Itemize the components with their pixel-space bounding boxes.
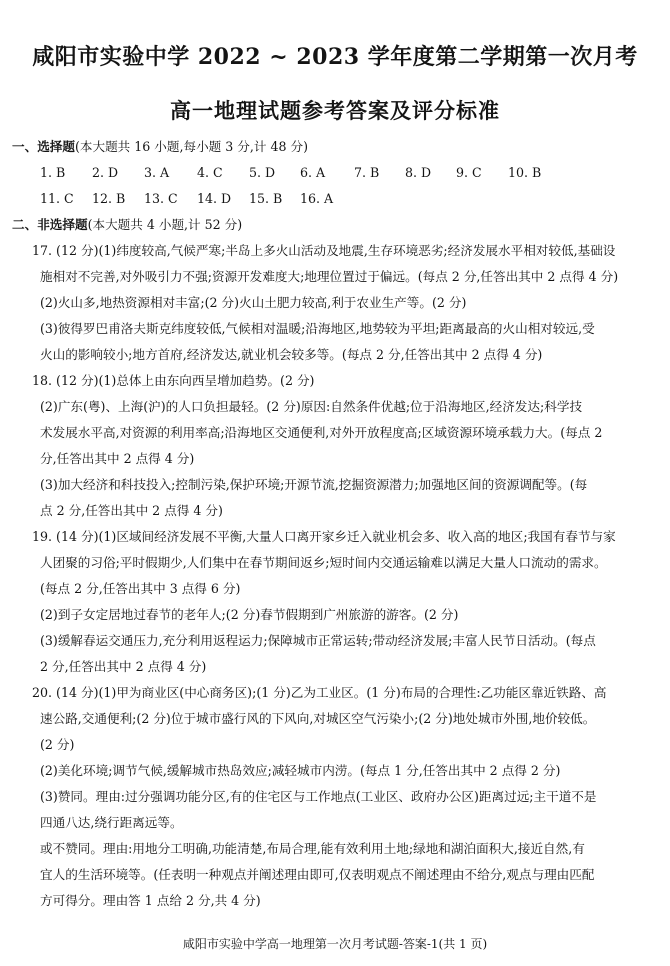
answer-item: 9. C <box>456 165 482 180</box>
section-title: 二、非选择题 <box>12 217 88 232</box>
q20-line: (2 分) <box>40 737 75 752</box>
section-heading-choice <box>0 134 670 160</box>
q17-line: (2)火山多,地热资源相对丰富;(2 分)火山土肥力较高,利于农业生产等。(2 分) <box>40 295 467 310</box>
q19-line: (每点 2 分,任答出其中 3 点得 6 分) <box>40 581 241 596</box>
answer-content <box>0 134 670 914</box>
q18-line: (3)加大经济和科技投入;控制污染,保护环境;开源节流,挖掘资源潜力;加强地区间的资源调配等。(每 <box>40 477 588 492</box>
answer-item: 2. D <box>92 165 119 180</box>
q20-line: 宜人的生活环境等。(任表明一种观点并阐述理由即可,仅表明观点不阐述理由不给分,观点与理由匹配 <box>40 867 595 882</box>
answer-item: 14. D <box>197 191 232 206</box>
answer-item: 11. C <box>40 191 74 206</box>
q19-line: 人团聚的习俗;平时假期少,人们集中在春节期间返乡;短时间内交通运输难以满足大量人口流动的需求。 <box>40 555 607 570</box>
q20-line: 速公路,交通便利;(2 分)位于城市盛行风的下风向,对城区空气污染小;(2 分)地处城市外围,地价较低。 <box>40 711 596 726</box>
q20-line: (2)美化环境;调节气候,缓解城市热岛效应;减轻城市内涝。(每点 1 分,任答出其中 2 点得 2 分) <box>40 763 561 778</box>
q19-line: 19. (14 分)(1)区域间经济发展不平衡,大量人口离开家乡迁入就业机会多、收入高的地区;我国有春节与家 <box>32 529 616 544</box>
answer-item: 13. C <box>144 191 178 206</box>
answer-item: 1. B <box>40 165 66 180</box>
section-note: (本大题共 16 小题,每小题 3 分,计 48 分) <box>74 139 309 154</box>
page-footer: 咸阳市实验中学高一地理第一次月考试题-答案-1(共 1 页) <box>182 937 488 951</box>
q19-line: 2 分,任答出其中 2 点得 4 分) <box>40 659 207 674</box>
answer-item: 5. D <box>249 165 276 180</box>
section-note: (本大题共 4 小题,计 52 分) <box>87 217 243 232</box>
answer-item: 10. B <box>508 165 542 180</box>
q20-line: 20. (14 分)(1)甲为商业区(中心商务区);(1 分)乙为工业区。(1 分)布局的合理性:乙功能区靠近铁路、高 <box>32 685 607 700</box>
answer-item: 15. B <box>249 191 283 206</box>
q19-line: (2)到子女定居地过春节的老年人;(2 分)春节假期到广州旅游的游客。(2 分) <box>40 607 459 622</box>
section-heading-essay <box>0 212 670 238</box>
q17-line: (3)彼得罗巴甫洛夫斯克纬度较低,气候相对温暖;沿海地区,地势较为平坦;距离最高的火山相对较远,受 <box>40 321 595 336</box>
section-title: 一、选择题 <box>12 139 75 154</box>
answer-item: 3. A <box>144 165 170 180</box>
q17-line: 火山的影响较小;地方首府,经济发达,就业机会较多等。(每点 2 分,任答出其中 2 点得 4 分) <box>40 347 543 362</box>
q17-line: 17. (12 分)(1)纬度较高,气候严寒;半岛上多火山活动及地震,生存环境恶劣;经济发展水平相对较低,基础设 <box>32 243 616 258</box>
q18-line: 点 2 分,任答出其中 2 点得 4 分) <box>40 503 223 518</box>
q18-line: (2)广东(粤)、上海(沪)的人口负担最轻。(2 分)原因:自然条件优越;位于沿海地区,经济发达;科学技 <box>40 399 583 414</box>
q17-line: 施相对不完善,对外吸引力不强;资源开发难度大;地理位置过于偏远。(每点 2 分,任答出其中 2 点得 4 分) <box>40 269 619 284</box>
page-subtitle: 高一地理试题参考答案及评分标准 <box>170 98 500 123</box>
answer-row-1 <box>0 160 670 186</box>
answer-item: 16. A <box>300 191 334 206</box>
page-title: 咸阳市实验中学 2022 ~ 2023 学年度第二学期第一次月考 <box>32 44 638 70</box>
answer-row-2 <box>0 186 670 212</box>
q20-line: (3)赞同。理由:过分强调功能分区,有的住宅区与工作地点(工业区、政府办公区)距离过远;主干道不是 <box>40 789 597 804</box>
q18-line: 分,任答出其中 2 点得 4 分) <box>40 451 195 466</box>
q20-line: 方可得分。理由答 1 点给 2 分,共 4 分) <box>40 893 261 908</box>
q19-line: (3)缓解春运交通压力,充分利用返程运力;保障城市正常运转;带动经济发展;丰富人民节日活动。(每点 <box>40 633 596 648</box>
q18-line: 18. (12 分)(1)总体上由东向西呈增加趋势。(2 分) <box>32 373 315 388</box>
answer-item: 7. B <box>354 165 380 180</box>
q18-line: 术发展水平高,对资源的利用率高;沿海地区交通便利,对外开放程度高;区域资源环境承载力大。(每点 2 <box>40 425 603 440</box>
q20-line: 或不赞同。理由:用地分工明确,功能清楚,布局合理,能有效利用土地;绿地和湖泊面积大,接近自然,有 <box>40 841 585 856</box>
answer-item: 12. B <box>92 191 126 206</box>
answer-item: 4. C <box>197 165 223 180</box>
answer-item: 6. A <box>300 165 326 180</box>
answer-item: 8. D <box>405 165 432 180</box>
q20-line: 四通八达,绕行距离远等。 <box>40 815 183 830</box>
